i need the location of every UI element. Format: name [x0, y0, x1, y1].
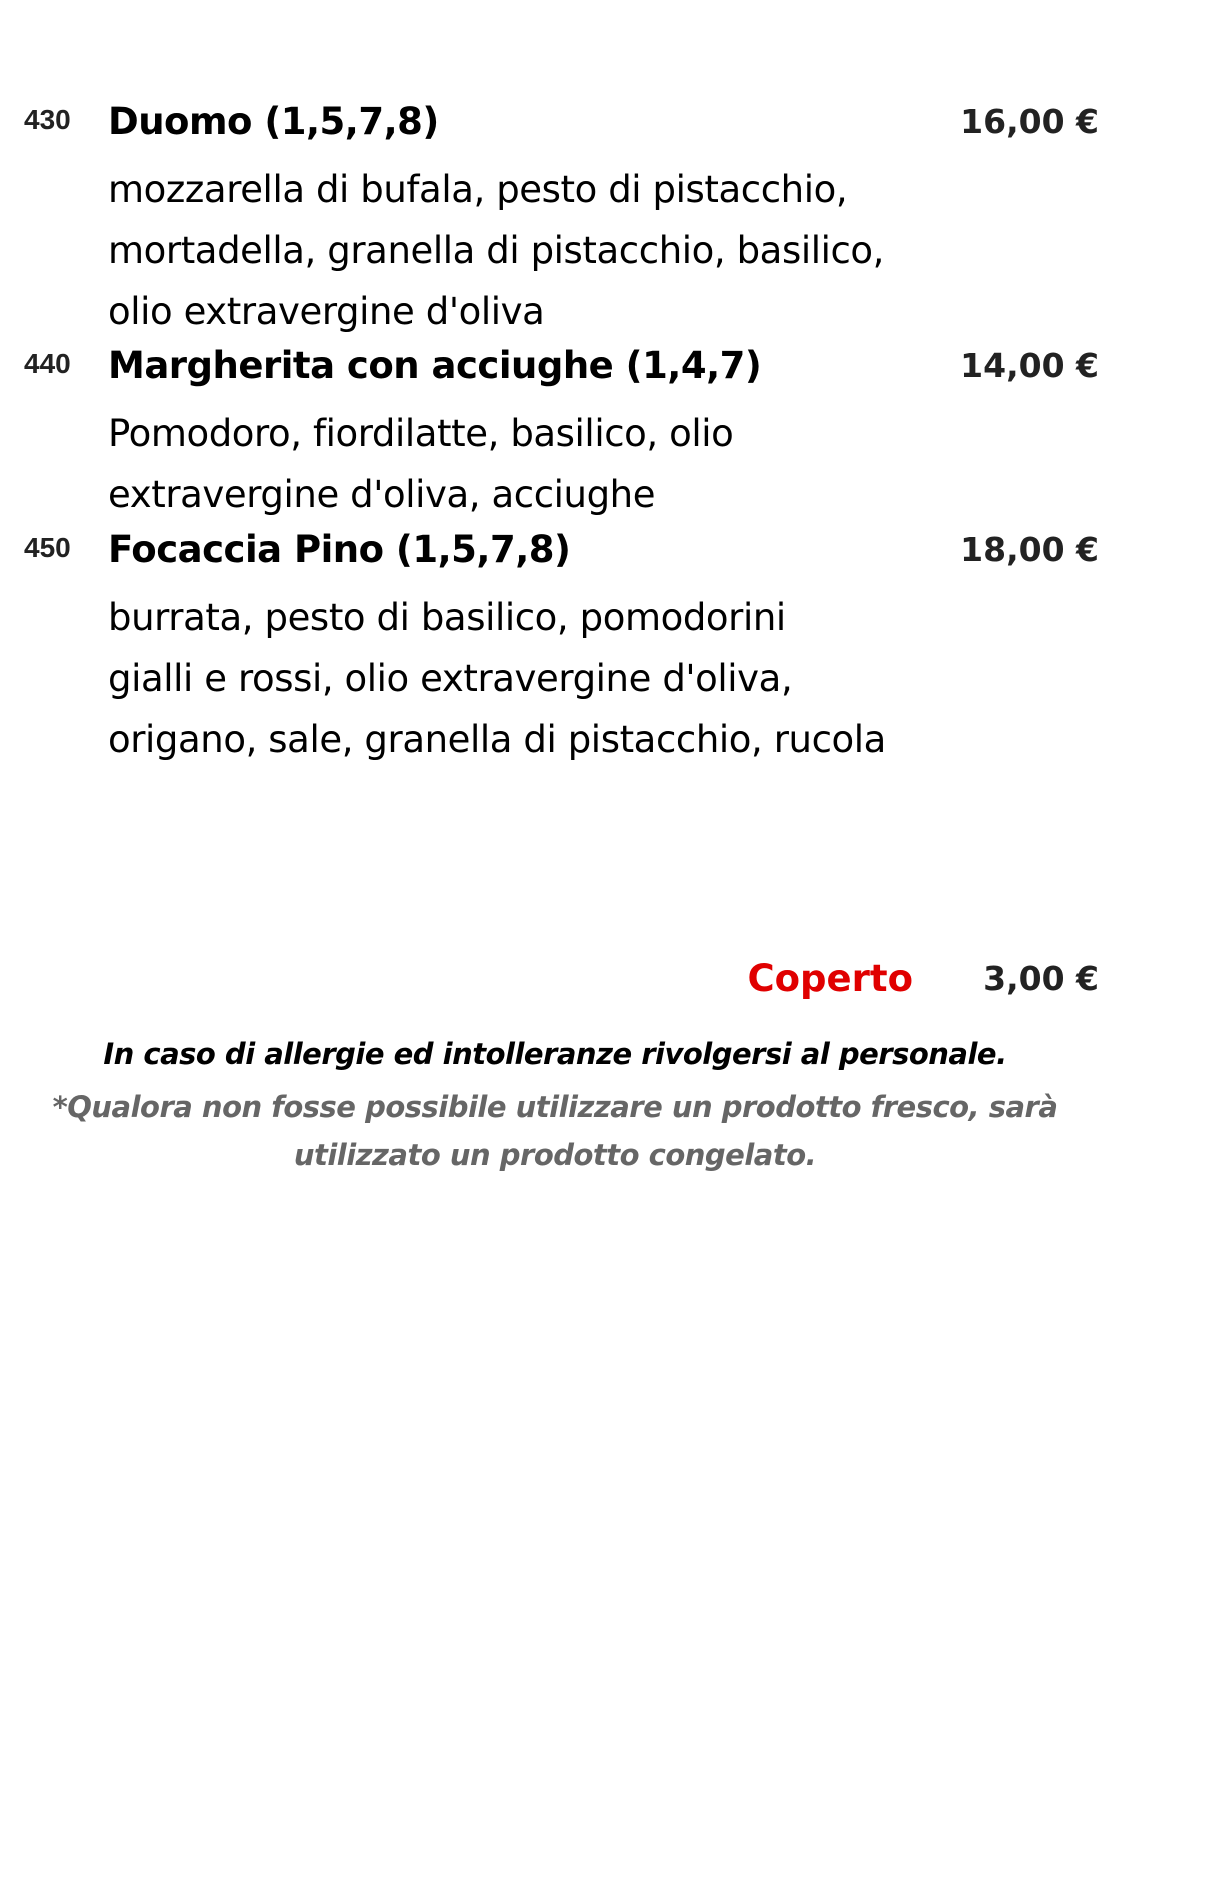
description-line: origano, sale, granella di pistacchio, rucola [108, 718, 886, 761]
description-line: Pomodoro, fiordilatte, basilico, olio [108, 412, 734, 455]
item-price: 14,00 € [960, 346, 1099, 385]
item-name: Margherita con acciughe (1,4,7) [108, 344, 762, 387]
description-line: mozzarella di bufala, pesto di pistacchio, [108, 168, 848, 211]
item-description [108, 159, 884, 342]
description-line: mortadella, granella di pistacchio, basilico, [108, 229, 885, 272]
item-name: Focaccia Pino (1,5,7,8) [108, 528, 571, 571]
item-description [108, 587, 886, 770]
description-line: gialli e rossi, olio extravergine d'oliva, [108, 657, 793, 700]
coperto-label: Coperto [747, 957, 913, 1000]
item-code: 450 [24, 532, 71, 563]
allergy-notice: In caso di allergie ed intolleranze rivolgersi al personale. [103, 1037, 1007, 1071]
description-line: burrata, pesto di basilico, pomodorini [108, 596, 786, 639]
item-description [108, 403, 733, 525]
description-line: extravergine d'oliva, acciughe [108, 473, 656, 516]
item-price: 16,00 € [960, 102, 1099, 141]
frozen-notice-line: *Qualora non fosse possibile utilizzare un prodotto fresco, sarà [52, 1090, 1058, 1124]
item-code: 440 [24, 348, 71, 379]
frozen-notice-line: utilizzato un prodotto congelato. [293, 1138, 817, 1172]
coperto-price: 3,00 € [983, 959, 1099, 998]
item-name: Duomo (1,5,7,8) [108, 100, 439, 143]
item-price: 18,00 € [960, 530, 1099, 569]
description-line: olio extravergine d'oliva [108, 290, 545, 333]
frozen-product-notice [0, 1083, 1110, 1179]
item-code: 430 [24, 104, 71, 135]
